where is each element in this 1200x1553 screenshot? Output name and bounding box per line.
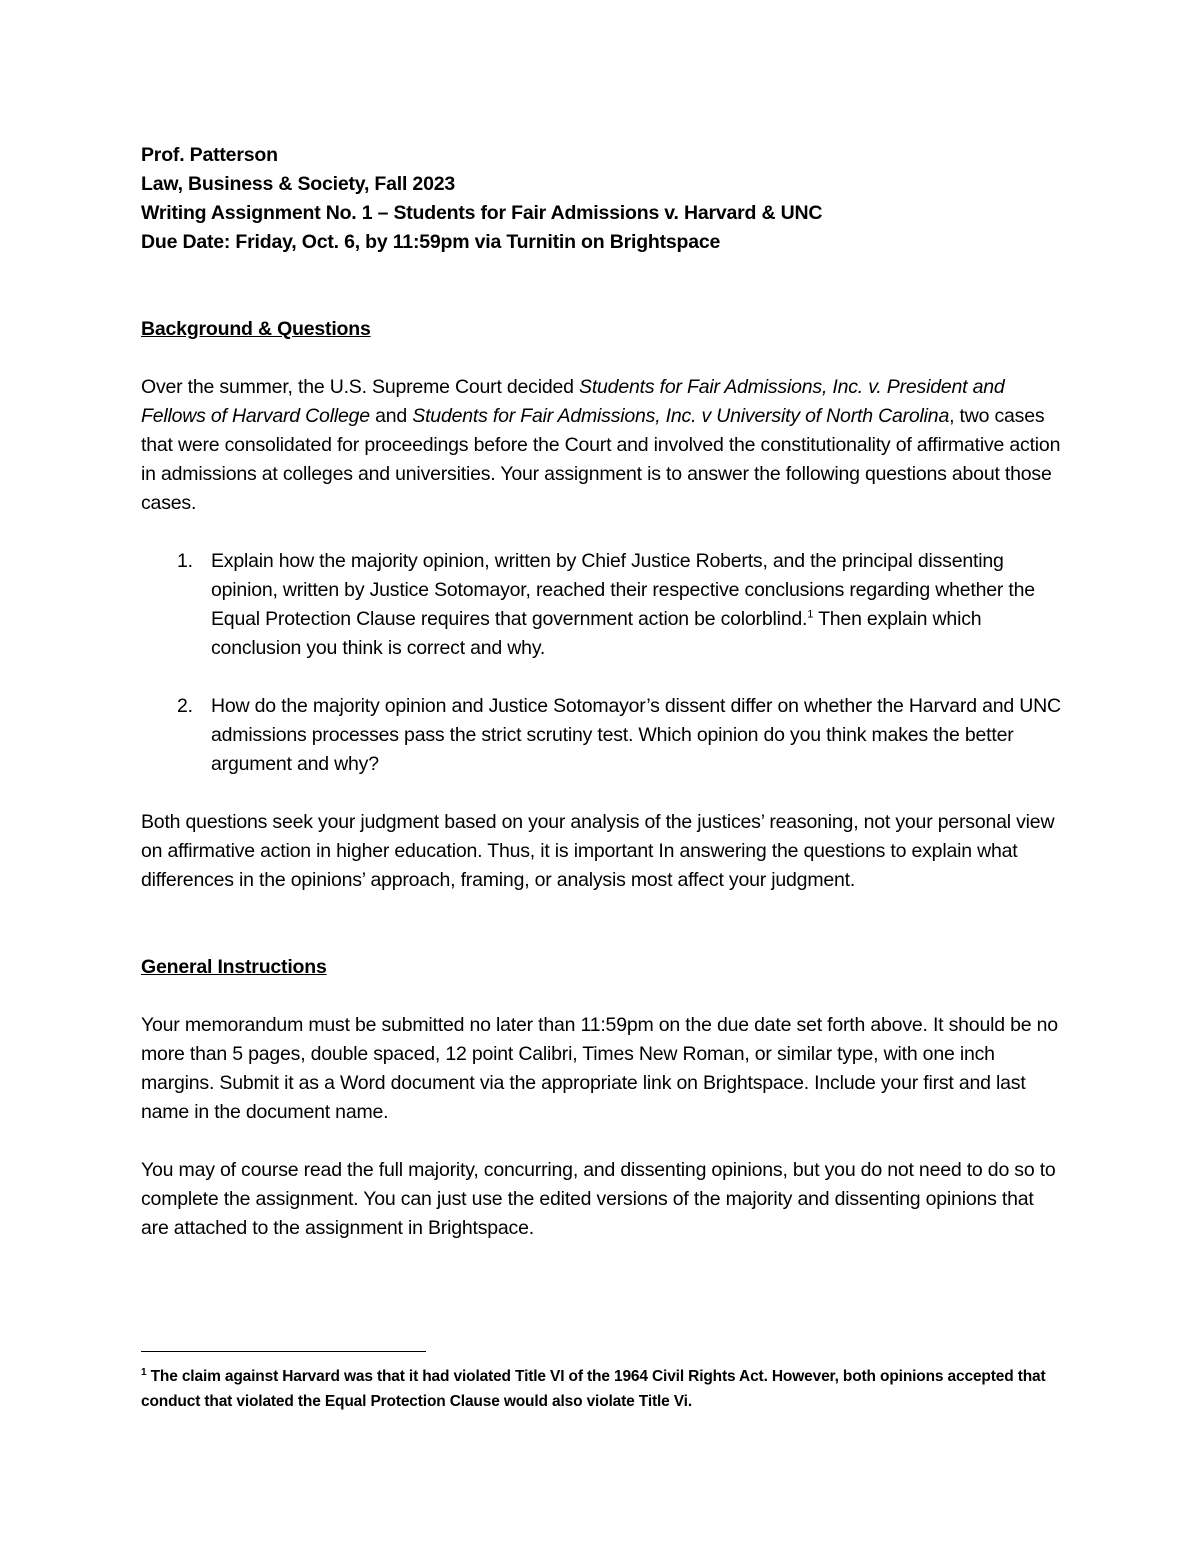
question-number: 1. (177, 550, 193, 572)
due-date-line: Due Date: Friday, Oct. 6, by 11:59pm via Turnitin on Brightspace (141, 231, 721, 253)
background-intro (141, 373, 1061, 518)
assignment-title: Writing Assignment No. 1 – Students for Fair Admissions v. Harvard & UNC (141, 202, 823, 224)
case-title-harvard: Students for Fair Admissions, Inc. v. President and Fellows of Harvard College (141, 376, 1005, 427)
instructions-heading: General Instructions (141, 956, 327, 978)
footnote-marker: 1 (141, 1366, 147, 1378)
footnote-text: The claim against Harvard was that it had violated Title VI of the 1964 Civil Rights Act. However, both opinions accepted that conduct that violated the Equal Protection Clause would also violate Title Vi. (141, 1368, 1046, 1410)
instructions-paragraph-2: You may of course read the full majority, concurring, and dissenting opinions, but you do not need to do so to complete the assignment. You can just use the edited versions of the majority and dissenting opinions that are attached to the assignment in Brightspace. (141, 1159, 1056, 1239)
footnote-separator (141, 1351, 426, 1352)
background-heading: Background & Questions (141, 318, 371, 340)
question-text: Explain how the majority opinion, written by Chief Justice Roberts, and the principal dissenting opinion, written by Justice Sotomayor, reached their respective conclusions regarding whether the Equal Protection Clause requires that government action be colorblind. (211, 550, 1035, 630)
document-body (141, 141, 1061, 1243)
question-item-2 (141, 692, 1061, 779)
case-title-unc: Students for Fair Admissions, Inc. v University of North Carolina (412, 405, 950, 427)
footnote-reference: 1 (807, 608, 814, 621)
question-number: 2. (177, 695, 193, 717)
question-text: How do the majority opinion and Justice Sotomayor’s dissent differ on whether the Harvard and UNC admissions processes pass the strict scrutiny test. Which opinion do you think makes the better argument and why? (211, 695, 1061, 775)
closing-paragraph: Both questions seek your judgment based on your analysis of the justices’ reasoning, not your personal view on affirmative action in higher education. Thus, it is important In answering the questions to explain what differences in the opinions’ approach, framing, or analysis most affect your judgment. (141, 811, 1055, 891)
professor-line: Prof. Patterson (141, 144, 278, 166)
intro-text-1: Over the summer, the U.S. Supreme Court decided (141, 376, 580, 398)
intro-and: and (369, 405, 413, 427)
question-list (141, 547, 1061, 779)
instructions-paragraph-1: Your memorandum must be submitted no later than 11:59pm on the due date set forth above. It should be no more than 5 pages, double spaced, 12 point Calibri, Times New Roman, or similar type, with one inch margins. Submit it as a Word document via the appropriate link on Brightspace. Include your first and last name in the document name. (141, 1014, 1058, 1123)
course-line: Law, Business & Society, Fall 2023 (141, 173, 455, 195)
intro-text-2: , two cases that were consolidated for proceedings before the Court and involved the constitutionality of affirmative action in admissions at colleges and universities. Your assignment is to answer the following questions about those cases. (141, 405, 1061, 514)
question-item-1 (141, 547, 1061, 663)
footnote (141, 1364, 1061, 1414)
question-text-continued: Then explain which conclusion you think is correct and why. (211, 608, 982, 659)
